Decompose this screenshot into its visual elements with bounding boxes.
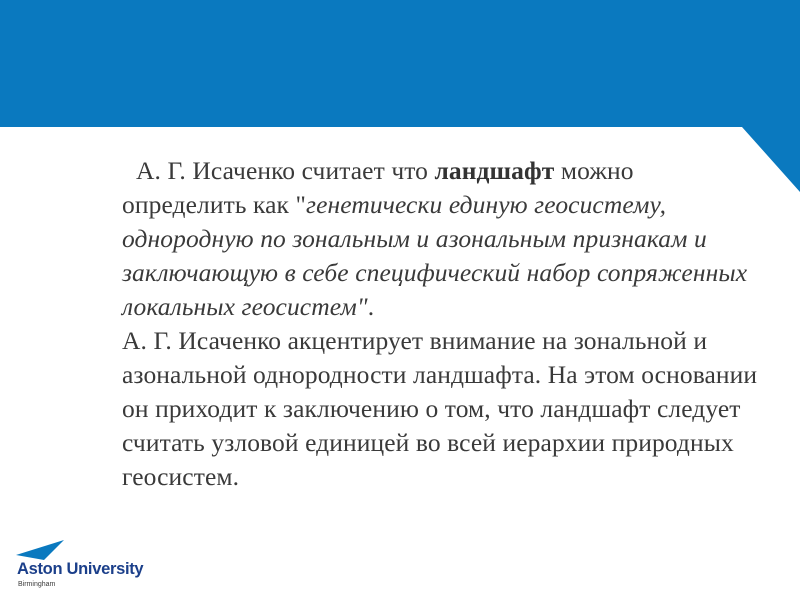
logo-location: Birmingham: [18, 581, 56, 588]
definition-middle: можно определить как ": [122, 156, 634, 219]
definition-end: .: [367, 292, 375, 321]
slide-body-text: [122, 154, 762, 494]
logo-university-name: Aston University: [17, 560, 144, 578]
aston-university-logo: [14, 538, 144, 594]
definition-term: ландшафт: [434, 156, 555, 185]
definition-quote: генетически единую геосистему, однородную по зональным и азональным признакам и заключающую в себе специфический набор сопряженных локальных геосистем": [122, 190, 748, 321]
paragraph-conclusion: А. Г. Исаченко акцентирует внимание на зональной и азональной однородности ландшафта. На этом основании он приходит к заключению о том, что ландшафт следует считать узловой единицей во всей иерархии природных геосистем.: [122, 326, 758, 491]
triangle-logo-icon: [14, 538, 74, 562]
paragraph-definition: [122, 154, 762, 324]
logo-triangle: [16, 540, 64, 560]
definition-intro: А. Г. Исаченко считает что: [136, 156, 435, 185]
